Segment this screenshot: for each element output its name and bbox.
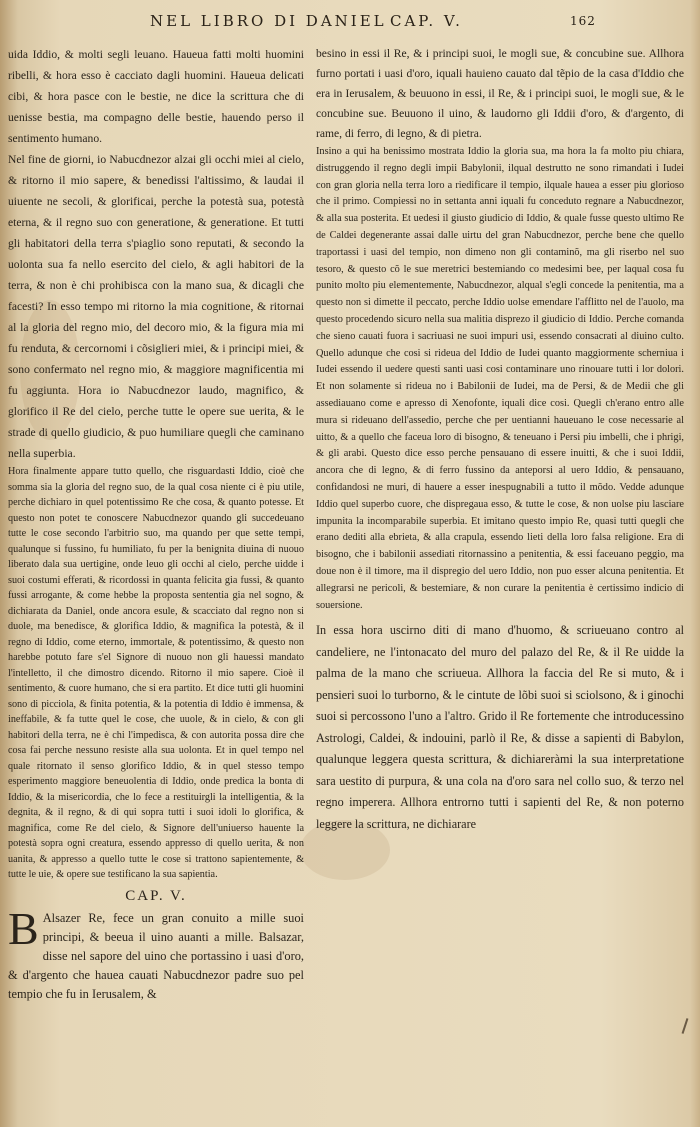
commentary-paragraph: Hora finalmente appare tutto quello, che risguardasti Iddio, cioè che somma sia la gloria del regno suo, de la qual cosa niente ci è piu utile, perche dichiaro in quel potentissimo Re che cosa, & quanto potesse. Et questo non potet te conoscere Nabucdnezor quando gli succedeuano tutte le cose secondo l'arbitrio suo, ma quando per que sette tempi, qualunque si fussino, fu humiliato, fu per la benignita diuina di nuouo liberato dala sua uertigine, onde leuo gli occhi al cielo, perche uidde i suoi costumi efferati, & ricordossi in quanta felicita gia fussi, & quanto fussi arrogante, & come hebbe la proposta sententia gia nel sogno, & dichiarata da Daniel, onde ancora esule, & scacciato dal regno non si duole, ma benedisce, & glorifica Iddio, & magnifica la potestà, & il regno di Iddio, come eterno, immortale, & potentissimo, & questo non harebbe potuto fare s'el Signore di nuouo non gli hauessi mandato l'intelletto, il che dimostro dicendo. Ritorno il mio sapere. Cioè il sentimento, & cuore humano, che si era partito. Et dice tutti gli huomini sono di picciola, & finita potentia, & la potentia di Iddio è immensa, & ineffabile, & fa tutte quel le cose, che uuole, & in cielo, & con gli habitori della terra, ne è chi l'impedisca, & con autorita possa dire che cosa fai perche nessuno resiste alla sua uolonta. Et in quel tempo nel quale ritornato il senso glorifico Iddio, & in quel stesso tempo esperimento maggiore beneuolentia di Iddio, onde predica la bonta di Iddio, & la misericordia, che lo fece a restituirgli la intelligentia, & la degnita, & il regno, & di qui sopra tutti i suoi idoli lo glorifica, & magnifica, come Re del cielo, & Signore dell'uniuerso hauente la potestà sopra ogni creatura, essendo appresso di quello uerita, & non uanita, & appresso a quello tutte le cose si trattono sapientemente, & tutte le uie, & opere sue testificano la sua sapientia. [8, 466, 304, 880]
ink-mark [682, 1018, 689, 1034]
paragraph: uida Iddio, & molti segli leuano. Haueua fatti molti huomini ribelli, & hora esso è cacciato dagli huomini. Haueua delicati cibi, & hora pasce con le bestie, ne dice la scrittura che di uenisse bestia, ma compagno delle bestie, hauendo perso il sentimento humano. [8, 48, 304, 145]
running-title: NEL LIBRO DI DANIEL [150, 12, 387, 30]
paragraph-text: Alsazer Re, fece un gran conuito a mille suoi principi, & beeua il uino auanti a mille. Balsazar, disse nel sapore del uino che portassino i uasi d'oro, & d'argento che hauea cauati Nabucdnezor padre suo pel tempio che fu in Ierusalem, & [8, 910, 304, 1001]
drop-cap: B [8, 902, 39, 954]
folio-number: 162 [570, 14, 596, 28]
running-header [150, 12, 600, 38]
paragraph: In essa hora uscirno diti di mano d'huomo, & scriueuano contro al candeliere, ne l'intonacato del muro del palazo del Re, & il Re uidde la palma de la mano che scriueua. Allhora la faccia del Re si muto, & i pensieri suoi lo turborno, & le cintute de lõbi suoi si sciolsono, & i ginochi suoi si percossono l'uno a l'altro. Grido il Re fortemente che introducessino Astrologi, Caldei, & indouini, parlò il Re, & disse a sapienti di Babylon, qualunque leggera questa scrittura, & dichiareràmi la sua interpretatione sara uestito di purpura, & una cola na d'oro sara nel collo suo, & terzo nel regno imperera. Allhora entrorno tutti i sapienti del Re, & non poterno leggere la scrittura, ne dichiarare [316, 623, 684, 831]
right-column [316, 44, 684, 835]
paragraph: besino in essi il Re, & i principi suoi, le mogli sue, & concubine sue. Allhora furno portati i uasi d'oro, iquali hauieno cauato dal tẽpio de la casa d'Iddio che era in Ierusalem, & beuuono in essi, il Re, & i principi suoi, le mogli sue, & le concubine sue. Beuuono il uino, & laudorno gli Iddii d'oro, & d'argento, di rame, di ferro, di legno, & di pietra. [316, 47, 684, 140]
chapter-heading: CAP. V. [125, 887, 187, 904]
paragraph [8, 902, 304, 1004]
commentary-paragraph: Insino a qui ha benissimo mostrata Iddio la gloria sua, ma hora la fa molto piu chiara, distruggendo il regno degli impii Babylonii, ilqual destrutto ne sono rimandati i Iudei con gran gloria nella terra loro a riedificare il tempio, ilquale hauea a esser piu glorioso che il primo. Compiessi no in settanta anni iquali fu conceduto regnare a Nabucdnezor, & alla sua posterita. Et uedesi il giusto giudicio di Iddio, & quale fusse questo ultimo Re de Caldei degenerante assai dalle uirtu del gran Nabucdnezor, perche bene che quello traportassi i uasi del tempio, non dimeno non gli contaminõ, ma gli riserbo nel suo tesoro, & questo cõ le sue meretrici bestemiando co medesimi bee, per laqual cosa fu punito molto piu elementemente, Nabucdnezor, alqual s'egli concede la penitentia, ma a questo non si dimette il peccato, perche Iddio uolse emendare l'afflitto nel de l'auolo, ma questo procedendo sicuro nella sua malitia disprezo il giudicio di Iddio. Perche comanda che sieno cauati fuora i sacriuasi ne suoi impuri usi, essendo consacrati al diuino culto. Quello adunque che cosi si rideua del Iddio de Iudei quanto maggiormente scherniua i Iudei essendo il uedere questi santi uasi cosi contaminare uno rinouare tutti i lor dolori. Et non solamente si rideua no i Babilonii de Iudei, ma de Persi, & de Medii che gli assediauano come e apresso di Xenofonte, iquali dice cosi. Quegli ch'erano entro alle mura si rideuano dell'assedio, perche che per uentianni haueuano le cose necessarie al uitto, & a quello che faceua loro di bisogno, & teneuano i Persi piu imbelli, che i phrigi, & gli arabi. Questo dice esso perche pensauano di essere inuitti, & che i suoi Iddii, ancora che di legno, & di ferro fussino da anteporsi al uero Iddio, & pensauano, confidandosi ne muri, di hauere a esser inespugnabili a tutto il mõdo. Vedde adunque Iddio quel superbo cuore, che dispregaua esso, & tutte le cose, & non uolse piu lasciare impunita la incomparabile superbia. Et imitano questo impio Re, quasi tutti quegli che erano dediti alla ebrieta, & alla crapula, essendo lieti della loro falsa religione. Era di bisogno, che i babilonii assediati ritornassino a penitentia, & essi faceuano peggio, ma doue non è il timore, ma il dispregio del uero Iddio, non puo esser alcuna penitentia. Et allegrarsi ne pericoli, & bestemiare, & non curare la penitentia è certissimo indicio di souersione. [316, 146, 684, 611]
chapter-label: CAP. V. [390, 12, 463, 30]
left-column [8, 44, 304, 1004]
paragraph: Nel fine de giorni, io Nabucdnezor alzai gli occhi miei al cielo, & ritorno il mio sapere, & benedissi l'altissimo, & laudai il uiuente ne secoli, & glorificai, perche la potestà sua, potestà eterna, & il regno suo con generatione, & generatione. Et tutti gli habitatori della terra s'piaglio sono reputati, & secondo la uolonta sua fa nello esercito del cielo, & agli habitori de la terra, & non è chi prohibisca con la mano sua, & dicagli che facesti? In esso tempo mi ritorno la mia cognitione, & ritornai al la gloria del regno mio, del decoro mio, & la figura mia mi fu renduta, & cercornomi i cõsiglieri miei, & i principi miei, & sono confermato nel regno mio, & maggiore magnificentia mi fu aggiunta. Hora io Nabucdnezor laudo, magnifico, & glorifico il Re del cielo, perche tutte le opere sue uerita, & le strade di quello giudicio, & puo humiliare quegli che caminano nella superbia. [8, 153, 304, 460]
